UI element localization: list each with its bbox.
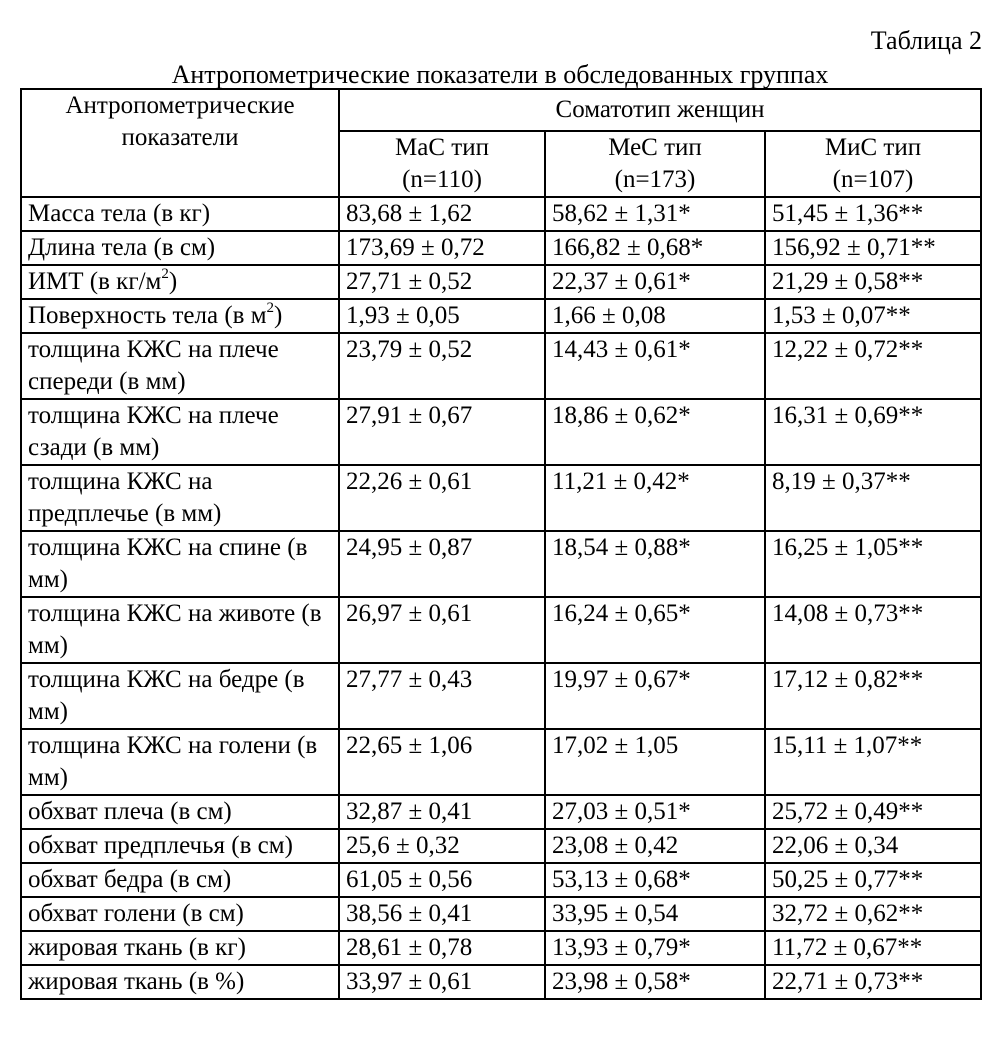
row-label-cell [21,597,339,663]
table-body [21,197,981,999]
row-label-cell [21,399,339,465]
value-cell: 50,25 ± 0,77** [765,863,981,897]
value-cell: 16,25 ± 1,05** [765,531,981,597]
value-cell: 1,66 ± 0,08 [545,299,765,333]
row-label-cell [21,231,339,265]
row-label-cell [21,729,339,795]
value-cell: 11,21 ± 0,42* [545,465,765,531]
header-somatotype: Соматотип женщин [339,89,981,131]
row-label: Масса тела (в кг) [28,200,211,227]
row-label-cell [21,965,339,999]
header-group-mic [765,131,981,197]
row-label: толщина КЖС на плече сзади (в мм) [28,402,279,461]
value-cell: 18,86 ± 0,62* [545,399,765,465]
table-row [21,897,981,931]
value-cell: 173,69 ± 0,72 [339,231,545,265]
row-label-cell [21,931,339,965]
value-cell: 51,45 ± 1,36** [765,197,981,231]
row-label-cell [21,829,339,863]
group-name: МеС тип [608,134,702,161]
value-cell: 25,6 ± 0,32 [339,829,545,863]
row-label: Поверхность тела (в м [28,302,267,329]
row-label-cell [21,465,339,531]
value-cell: 32,87 ± 0,41 [339,795,545,829]
value-cell: 14,08 ± 0,73** [765,597,981,663]
row-label-cell [21,197,339,231]
value-cell: 27,03 ± 0,51* [545,795,765,829]
table-row [21,531,981,597]
table-row [21,333,981,399]
value-cell: 16,24 ± 0,65* [545,597,765,663]
group-n: (n=107) [832,166,914,193]
value-cell: 53,13 ± 0,68* [545,863,765,897]
row-label: обхват голени (в см) [28,900,244,927]
table-row [21,265,981,299]
table-row [21,863,981,897]
value-cell: 23,98 ± 0,58* [545,965,765,999]
value-cell: 19,97 ± 0,67* [545,663,765,729]
value-cell: 38,56 ± 0,41 [339,897,545,931]
value-cell: 14,43 ± 0,61* [545,333,765,399]
header-group-mec [545,131,765,197]
group-name: МаС тип [395,134,489,161]
anthropometric-table [20,88,982,1000]
value-cell: 27,71 ± 0,52 [339,265,545,299]
header-group-mac [339,131,545,197]
header-row-top [21,89,981,131]
value-cell: 27,77 ± 0,43 [339,663,545,729]
table-row [21,931,981,965]
value-cell: 18,54 ± 0,88* [545,531,765,597]
row-label-cell [21,299,339,333]
row-label-superscript: 2 [266,299,275,316]
row-label-suffix: ) [274,302,283,329]
row-label-cell [21,863,339,897]
table-row [21,399,981,465]
table-number: Таблица 2 [870,26,982,55]
value-cell: 23,08 ± 0,42 [545,829,765,863]
row-label: обхват бедра (в см) [28,866,232,893]
value-cell: 28,61 ± 0,78 [339,931,545,965]
value-cell: 22,65 ± 1,06 [339,729,545,795]
table-row [21,299,981,333]
row-label-cell [21,265,339,299]
value-cell: 1,93 ± 0,05 [339,299,545,333]
row-label: обхват плеча (в см) [28,798,232,825]
value-cell: 22,06 ± 0,34 [765,829,981,863]
row-label-cell [21,795,339,829]
value-cell: 61,05 ± 0,56 [339,863,545,897]
table-row [21,465,981,531]
value-cell: 25,72 ± 0,49** [765,795,981,829]
row-label-cell [21,663,339,729]
row-label: толщина КЖС на плече спереди (в мм) [28,336,279,395]
row-label: толщина КЖС на голени (в мм) [28,732,318,791]
value-cell: 12,22 ± 0,72** [765,333,981,399]
table-row [21,597,981,663]
value-cell: 22,71 ± 0,73** [765,965,981,999]
row-label-cell [21,531,339,597]
table-row [21,231,981,265]
row-label-cell [21,897,339,931]
row-label-cell [21,333,339,399]
value-cell: 17,12 ± 0,82** [765,663,981,729]
group-name: МиС тип [824,134,922,161]
value-cell: 32,72 ± 0,62** [765,897,981,931]
row-label: обхват предплечья (в см) [28,832,293,859]
value-cell: 22,37 ± 0,61* [545,265,765,299]
table-row [21,729,981,795]
value-cell: 166,82 ± 0,68* [545,231,765,265]
value-cell: 16,31 ± 0,69** [765,399,981,465]
row-label: толщина КЖС на спине (в мм) [28,534,308,593]
row-label: жировая ткань (в %) [28,968,245,995]
value-cell: 33,95 ± 0,54 [545,897,765,931]
row-label: Длина тела (в см) [28,234,216,261]
row-label: жировая ткань (в кг) [28,934,246,961]
value-cell: 27,91 ± 0,67 [339,399,545,465]
row-label: толщина КЖС на животе (в мм) [28,600,322,659]
value-cell: 21,29 ± 0,58** [765,265,981,299]
row-label-superscript: 2 [161,265,169,282]
value-cell: 33,97 ± 0,61 [339,965,545,999]
value-cell: 13,93 ± 0,79* [545,931,765,965]
value-cell: 26,97 ± 0,61 [339,597,545,663]
table-row [21,197,981,231]
table-row [21,965,981,999]
group-n: (n=173) [614,166,696,193]
table-caption: Антропометрические показатели в обследованных группах [171,60,829,89]
value-cell: 24,95 ± 0,87 [339,531,545,597]
table-row [21,795,981,829]
row-label: толщина КЖС на бедре (в мм) [28,666,305,725]
value-cell: 23,79 ± 0,52 [339,333,545,399]
value-cell: 17,02 ± 1,05 [545,729,765,795]
table-row [21,663,981,729]
value-cell: 8,19 ± 0,37** [765,465,981,531]
value-cell: 83,68 ± 1,62 [339,197,545,231]
value-cell: 1,53 ± 0,07** [765,299,981,333]
value-cell: 15,11 ± 1,07** [765,729,981,795]
row-label: толщина КЖС на предплечье (в мм) [28,468,222,527]
row-label: ИМТ (в кг/м [28,268,162,295]
value-cell: 156,92 ± 0,71** [765,231,981,265]
value-cell: 58,62 ± 1,31* [545,197,765,231]
table-row [21,829,981,863]
group-n: (n=110) [402,166,482,193]
value-cell: 22,26 ± 0,61 [339,465,545,531]
header-indicators: Антропометрические показатели [21,89,339,197]
row-label-suffix: ) [168,268,178,295]
value-cell: 11,72 ± 0,67** [765,931,981,965]
